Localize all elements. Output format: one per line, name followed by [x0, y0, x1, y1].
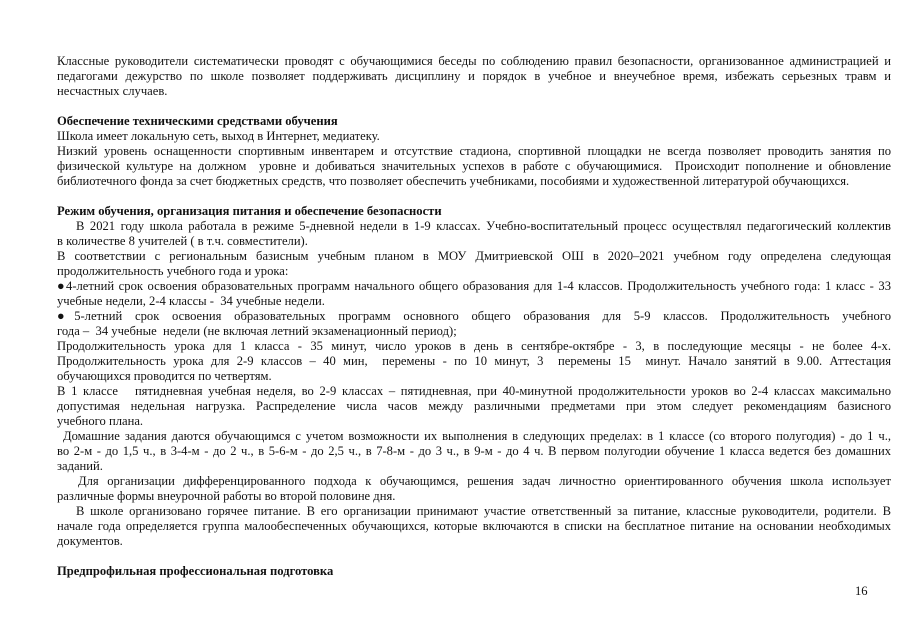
document-body [57, 54, 891, 579]
text-line: учебные недели, 2-4 классы - 34 учебные недели. [57, 294, 325, 308]
text-line: продолжительность учебного года и урока: [57, 264, 289, 278]
text-line: ●5-летний срок освоения образовательных программ основного общего образования для 5-9 классов. Продолжительность учебного [57, 309, 891, 323]
text-line: начале года определяется группа малообеспеченных обучающихся, которые включаются в списки на бесплатное питание на основании необходимых [57, 519, 891, 533]
page-number: 16 [855, 584, 868, 598]
text-line: педагогами дежурство по школе позволяет поддерживать дисциплину и порядок в учебное и внеучебное время, избежать серьезных травм и [57, 69, 891, 83]
text-line: допустимая недельная нагрузка. Распределение числа часов между различными предметами при этом следует рекомендациям базисного [57, 399, 891, 413]
text-line: физической культуре на должном уровне и добиваться значительных успехов в работе с обучающимися. Происходит пополнение и обновление [57, 159, 891, 173]
text-line: Низкий уровень оснащенности спортивным инвентарем и отсутствие стадиона, спортивной площадки не всегда позволяет проводить занятия по [57, 144, 891, 158]
section-heading: Режим обучения, организация питания и обеспечение безопасности [57, 204, 442, 218]
text-line: Продолжительность урока для 1 класса - 35 минут, число уроков в день в сентябре-октябре - 3, в последующие месяцы - не более 4-х. [57, 339, 891, 353]
text-line: Домашние задания даются обучающимся с учетом возможности их выполнения в следующих пределах: в 1 классе (со второго полугодия) - до 1 ч., [63, 429, 891, 443]
text-line: учебного плана. [57, 414, 144, 428]
text-line: В 2021 году школа работала в режиме 5-дневной недели в 1-9 классах. Учебно-воспитательный процесс осуществлял педагогический коллектив [76, 219, 891, 233]
text-line: ●4-летний срок освоения образовательных программ начального общего образования для 1-4 классов. Продолжительность учебного года: 1 класс - 33 [57, 279, 891, 293]
text-line: документов. [57, 534, 123, 548]
section-heading: Предпрофильная профессиональная подготовка [57, 564, 334, 578]
text-line: библиотечного фонда за счет бюджетных средств, что позволяет обеспечить учебниками, пособиями и художественной литературой обучающихся. [57, 174, 850, 188]
text-line: Продолжительность урока для 2-9 классов – 40 мин, перемены - по 10 минут, 3 перемены 15 минут. Начало занятий в 9.00. Аттестация [57, 354, 891, 368]
text-line: В 1 классе пятидневная учебная неделя, во 2-9 классах – пятидневная, при 40-минутной продолжительности уроков во 2-4 классах максимально [57, 384, 891, 398]
text-line: несчастных случаев. [57, 84, 168, 98]
text-line: Школа имеет локальную сеть, выход в Интернет, медиатеку. [57, 129, 380, 143]
blank-line [57, 189, 891, 204]
text-line: в количестве 8 учителей ( в т.ч. совместители). [57, 234, 308, 248]
text-line: В школе организовано горячее питание. В его организации принимают участие ответственный за питание, классные руководители, родители. В [76, 504, 891, 518]
text-line: Классные руководители систематически проводят с обучающимися беседы по соблюдению правил безопасности, организованное администрацией и [57, 54, 891, 68]
text-line: года – 34 учебные недели (не включая летний экзаменационный период); [57, 324, 457, 338]
blank-line [57, 99, 891, 114]
text-line: заданий. [57, 459, 103, 473]
text-line: обучающихся проводится по четвертям. [57, 369, 272, 383]
text-line: во 2-м - до 1,5 ч., в 3-4-м - до 2 ч., в 5-6-м - до 2,5 ч., в 7-8-м - до 3 ч., в 9-м - до 4 ч. В первом полугодии обучение 1 класса ведется без домашних [57, 444, 891, 458]
text-line: Для организации дифференцированного подхода к обучающимся, решения задач личностно ориентированного обучения школа использует [78, 474, 891, 488]
text-line: различные формы внеурочной работы во второй половине дня. [57, 489, 396, 503]
text-line: В соответствии с региональным базисным учебным планом в МОУ Дмитриевской ОШ в 2020–2021 учебном году определена следующая [57, 249, 891, 263]
blank-line [57, 549, 891, 564]
section-heading: Обеспечение техническими средствами обучения [57, 114, 338, 128]
